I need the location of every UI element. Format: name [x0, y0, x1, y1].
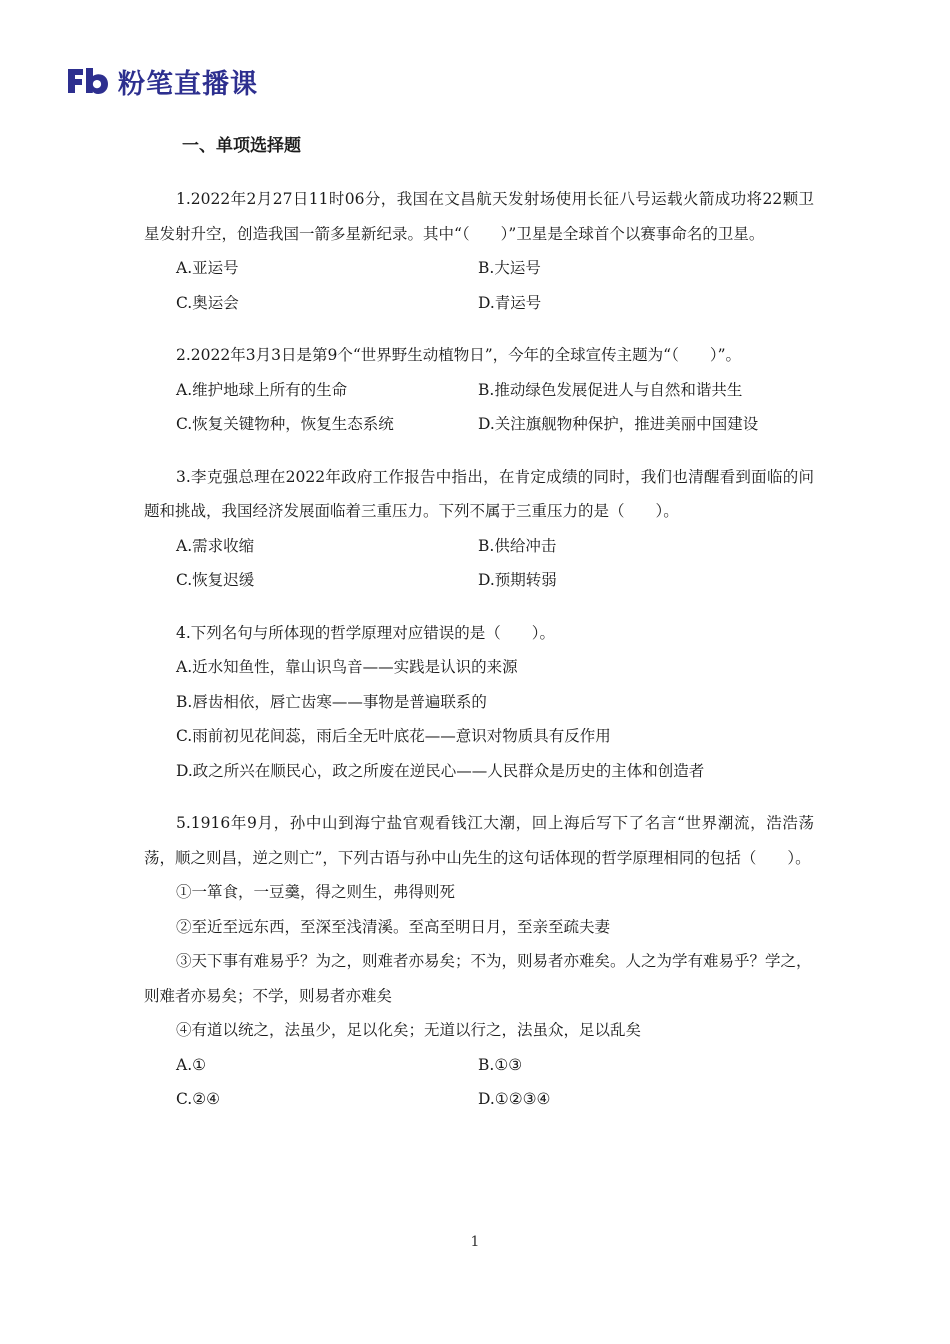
logo-text: 粉笔直播课 — [118, 68, 258, 100]
option-a: A.维护地球上所有的生命 — [176, 380, 348, 399]
question-4 — [144, 616, 814, 789]
option-b: B.供给冲击 — [478, 536, 557, 555]
option-c: C.②④ — [176, 1090, 221, 1108]
option-a: A.需求收缩 — [176, 536, 255, 555]
option-a: A.近水知鱼性，靠山识鸟音——实践是认识的来源 — [176, 658, 518, 676]
statement-1: ①一箪食，一豆羹，得之则生，弗得则死 — [176, 883, 456, 901]
option-a: A.① — [176, 1055, 207, 1074]
statement-3: ③天下事有难易乎？为之，则难者亦易矣；不为，则易者亦难矣。人之为学有难易乎？学之，则难者亦易矣；不学，则易者亦难矣 — [144, 952, 812, 1005]
option-c: C.恢复关键物种，恢复生态系统 — [176, 415, 394, 433]
question-2 — [144, 338, 814, 442]
statement-2: ②至近至远东西，至深至浅清溪。至高至明日月，至亲至疏夫妻 — [176, 917, 611, 936]
question-text: 1.2022年2月27日11时06分，我国在文昌航天发射场使用长征八号运载火箭成功将22颗卫星发射升空，创造我国一箭多星新纪录。其中“（ ）”卫星是全球首个以赛事命名的卫星。 — [144, 190, 814, 243]
question-text: 2.2022年3月3日是第9个“世界野生动植物日”，今年的全球宣传主题为“（ ）”。 — [176, 346, 742, 364]
exam-content — [144, 128, 814, 1117]
brand-logo — [66, 64, 258, 98]
option-d: D.关注旗舰物种保护，推进美丽中国建设 — [478, 415, 759, 433]
option-c: C.恢复迟缓 — [176, 571, 255, 589]
option-c: C.雨前初见花间蕊，雨后全无叶底花——意识对物质具有反作用 — [176, 727, 611, 745]
question-3 — [144, 460, 814, 598]
option-d: D.青运号 — [478, 293, 542, 312]
question-text: 4.下列名句与所体现的哲学原理对应错误的是（ ）。 — [176, 623, 556, 642]
section-title: 一、单项选择题 — [182, 136, 301, 156]
option-a: A.亚运号 — [176, 259, 239, 277]
option-b: B.大运号 — [478, 259, 541, 277]
option-b: B.唇齿相依，唇亡齿寒——事物是普遍联系的 — [176, 692, 487, 711]
option-c: C.奥运会 — [176, 293, 239, 312]
page-number: 1 — [470, 1234, 480, 1250]
option-d: D.①②③④ — [478, 1090, 551, 1108]
options — [144, 373, 814, 442]
question-5 — [144, 806, 814, 1117]
question-text: 5.1916年9月，孙中山到海宁盐官观看钱江大潮，回上海后写下了名言“世界潮流，浩浩荡荡，顺之则昌，逆之则亡”，下列古语与孙中山先生的这句话体现的哲学原理相同的包括（ ）。 — [144, 814, 814, 867]
options — [144, 251, 814, 320]
options — [144, 529, 814, 598]
option-d: D.预期转弱 — [478, 571, 557, 589]
statement-4: ④有道以统之，法虽少，足以化矣；无道以行之，法虽众，足以乱矣 — [176, 1021, 642, 1039]
option-b: B.推动绿色发展促进人与自然和谐共生 — [478, 380, 743, 399]
options — [144, 650, 814, 788]
fb-logo-icon — [66, 66, 110, 96]
options — [144, 1048, 814, 1117]
option-b: B.①③ — [478, 1055, 523, 1074]
question-1 — [144, 182, 814, 320]
question-text: 3.李克强总理在2022年政府工作报告中指出，在肯定成绩的同时，我们也清醒看到面临的问题和挑战，我国经济发展面临着三重压力。下列不属于三重压力的是（ ）。 — [144, 467, 814, 520]
option-d: D.政之所兴在顺民心，政之所废在逆民心——人民群众是历史的主体和创造者 — [176, 761, 705, 780]
